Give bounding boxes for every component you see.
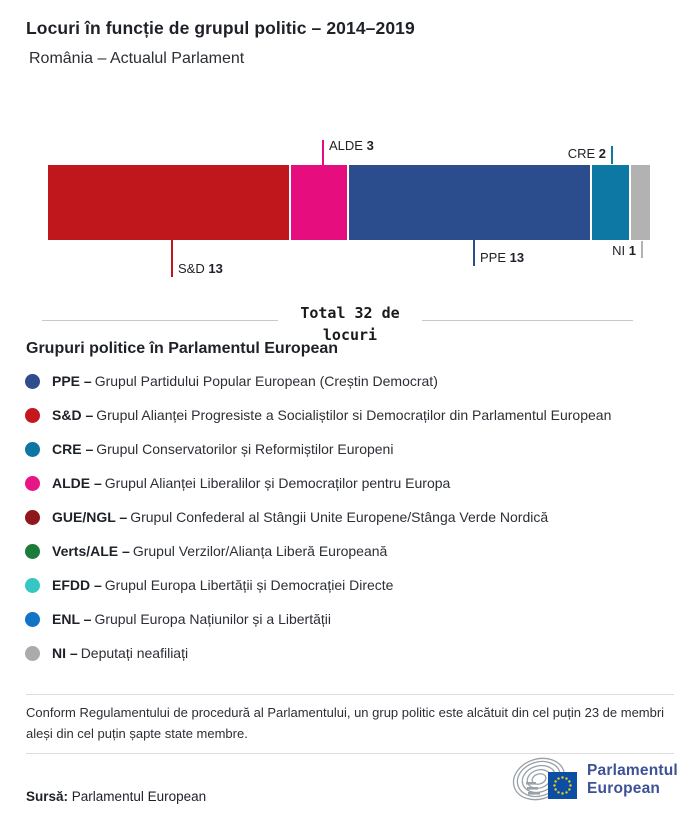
vertsale-color-dot [25, 544, 40, 559]
stacked-bar [48, 165, 650, 240]
legend-heading: Grupuri politice în Parlamentul European [26, 340, 339, 357]
bar-label-text: NI [612, 243, 626, 258]
divider-bottom [26, 753, 674, 754]
legend-item-ppe: PPE – Grupul Partidului Popular European (Creștin Democrat) [25, 364, 680, 398]
bar-label-value: 3 [366, 138, 374, 153]
sd-color-dot [25, 408, 40, 423]
total-divider-left [42, 320, 278, 321]
european-parliament-logo [512, 757, 678, 803]
bar-segment-cre [592, 165, 629, 240]
alde-color-dot [25, 476, 40, 491]
bar-label-text: ALDE [329, 138, 363, 153]
callout-line [641, 241, 643, 258]
legend-item-enl: ENL – Grupul Europa Națiunilor și a Libertății [25, 602, 680, 636]
callout-line [611, 146, 613, 164]
callout-line [171, 240, 173, 277]
legend-item-vertsale: Verts/ALE – Grupul Verzilor/Alianța Liberă Europeană [25, 534, 680, 568]
divider-top [26, 694, 674, 695]
bar-label-text: CRE [567, 146, 596, 161]
total-divider-right [422, 320, 633, 321]
callout-line [322, 140, 324, 165]
enl-color-dot [25, 612, 40, 627]
footnote-text: Conform Regulamentului de procedură al Parlamentului, un grup politic este alcătuit din cel puțin 23 de membri aleși din cel puțin șapte state membre. [26, 705, 665, 741]
logo-line-2: European [587, 780, 661, 797]
bar-label-value: 2 [598, 146, 606, 161]
bar-segment-alde [291, 165, 347, 240]
legend-item-sd: S&D – Grupul Alianței Progresiste a Socialiștilor si Democraților din Parlamentul European [25, 398, 680, 432]
source-line [26, 789, 206, 804]
eu-flag-icon [548, 772, 577, 799]
bar-segment-ni [631, 165, 650, 240]
callout-line [473, 240, 475, 266]
source-label: Sursă: [26, 789, 69, 804]
hemicycle-icon [512, 757, 580, 803]
logo-wordmark [587, 762, 678, 798]
bar-label-text: S&D [178, 261, 205, 276]
legend-list [25, 364, 680, 670]
total-line-1: Total 32 de [300, 304, 400, 322]
ni-color-dot [25, 646, 40, 661]
ppe-color-dot [25, 374, 40, 389]
logo-line-1: Parlamentul [587, 762, 678, 779]
bar-label-text: PPE [480, 250, 507, 265]
source-value: Parlamentul European [71, 789, 207, 804]
efdd-color-dot [25, 578, 40, 593]
legend-item-guengl: GUE/NGL – Grupul Confederal al Stângii Unite Europene/Stânga Verde Nordică [25, 500, 680, 534]
bar-segment-sd [48, 165, 289, 240]
page-subtitle: România – Actualul Parlament [29, 50, 245, 67]
cre-color-dot [25, 442, 40, 457]
bar-segment-ppe [349, 165, 590, 240]
legend-item-ni: NI – Deputați neafiliați [25, 636, 680, 670]
guengl-color-dot [25, 510, 40, 525]
total-line-2: locuri [322, 326, 378, 344]
legend-item-cre: CRE – Grupul Conservatorilor și Reformiștilor Europeni [25, 432, 680, 466]
page-title: Locuri în funcție de grupul politic – 2014–2019 [26, 18, 415, 38]
bar-label-value: 13 [208, 261, 223, 276]
bar-label-value: 13 [509, 250, 525, 265]
legend-item-efdd: EFDD – Grupul Europa Libertății și Democrației Directe [25, 568, 680, 602]
bar-label-value: 1 [628, 243, 636, 258]
legend-item-alde: ALDE – Grupul Alianței Liberalilor și Democraților pentru Europa [25, 466, 680, 500]
